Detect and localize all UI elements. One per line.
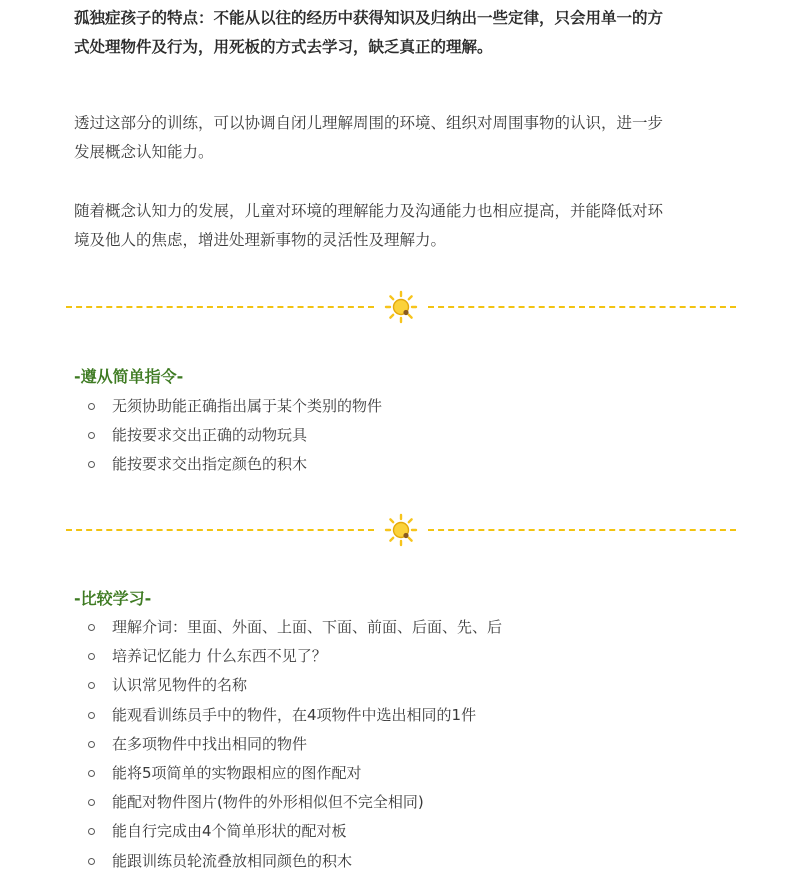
section-title-comparison-learning: -比较学习- <box>74 589 152 608</box>
article-page: 孤独症孩子的特点：不能从以往的经历中获得知识及归纳出一些定律，只会用单一的方 式处理物件及行为，用死板的方式去学习，缺乏真正的理解。 透过这部分的训练，可以协调自闭儿理解周围的环境、组织对周围事物的认识，进一步 发展概念认知能力。 随着概念认知力的发展，儿童对环境的理解能力及沟通能力也相应提高，并能降低对环 境及他人的焦虑，增进处理新事物的灵活性及理解力。 -遵从简单指令- 无须协助能正确指出属于某个类别的物件 能按要求交出正确的动物玩具 能按要求交出指定颜色的积木 -比较学习- 理解介词：里面、外面、上面、下面、前面、后面、先、后 培养记忆能力 什么东西不见了？ 认识常见物件的名称 能观看训练员手中的物件，在4项物件中选出相同的1件 在多项物件中找出相同的物件 能将5项简单的实物跟相应的图作配对 能配对物件图片(物件的外形相似但不完全相同) 能自行完成由4个简单形状的配对板 能跟训练员轮流叠放相同颜色的积木 <box>0 0 800 888</box>
paragraph-development <box>74 197 739 255</box>
bullet-icon <box>88 828 95 835</box>
paragraph-line: 境及他人的焦虑，增进处理新事物的灵活性及理解力。 <box>74 231 447 249</box>
bullet-icon <box>88 624 95 631</box>
bullet-icon <box>88 741 95 748</box>
section-divider <box>66 513 736 547</box>
bullet-icon <box>88 682 95 689</box>
sun-icon <box>384 290 418 324</box>
paragraph-training <box>74 109 739 167</box>
bullet-icon <box>88 653 95 660</box>
section-title-simple-instructions: -遵从简单指令- <box>74 367 184 386</box>
intro-bold-text <box>74 4 734 62</box>
intro-line-1: 孤独症孩子的特点：不能从以往的经历中获得知识及归纳出一些定律，只会用单一的方 <box>74 9 664 27</box>
section-divider <box>66 290 736 324</box>
divider-line-right <box>428 306 736 308</box>
sun-icon <box>384 513 418 547</box>
bullet-icon <box>88 799 95 806</box>
divider-line-left <box>66 306 374 308</box>
paragraph-line: 随着概念认知力的发展，儿童对环境的理解能力及沟通能力也相应提高，并能降低对环 <box>74 202 664 220</box>
bullet-icon <box>88 712 95 719</box>
bullet-icon <box>88 858 95 865</box>
divider-line-left <box>66 529 374 531</box>
bullet-icon <box>88 461 95 468</box>
paragraph-line: 发展概念认知能力。 <box>74 143 214 161</box>
bullet-icon <box>88 403 95 410</box>
intro-line-2: 式处理物件及行为，用死板的方式去学习，缺乏真正的理解。 <box>74 38 493 56</box>
divider-line-right <box>428 529 736 531</box>
paragraph-line: 透过这部分的训练，可以协调自闭儿理解周围的环境、组织对周围事物的认识，进一步 <box>74 114 664 132</box>
bullet-icon <box>88 770 95 777</box>
bullet-icon <box>88 432 95 439</box>
